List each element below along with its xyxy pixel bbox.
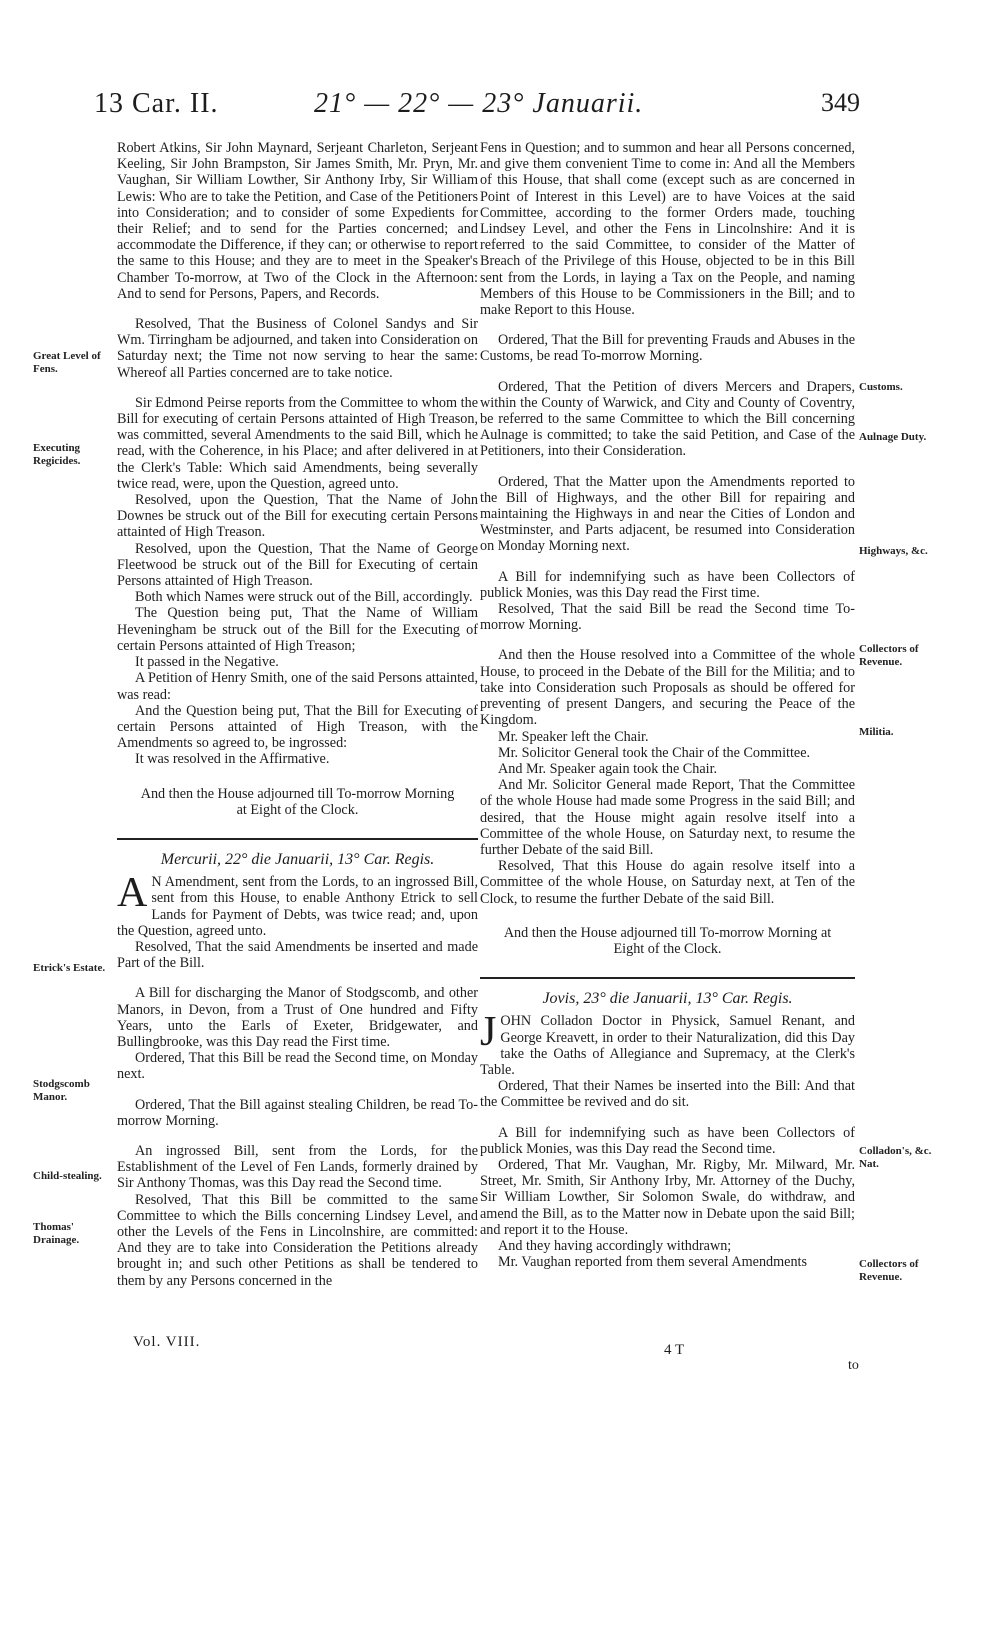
section-divider: [117, 838, 478, 840]
paragraph: Ordered, That the Matter upon the Amendments reported to the Bill of Highways, and the other Bill for repairing and maintaining the Highways in and near the Cities of London and Westminster, and Parts adjacent, be resumed into Consideration on Monday Morning next.: [480, 473, 855, 555]
paragraph: Mr. Solicitor General took the Chair of the Committee.: [498, 744, 811, 761]
paragraph: Mr. Speaker left the Chair.: [498, 728, 649, 745]
margin-note-highways: Highways, &c.: [859, 545, 928, 557]
margin-note-executing: Executing Regicides.: [33, 442, 81, 467]
catchword: to: [848, 1358, 859, 1373]
margin-note-stodgscomb: Stodgscomb Manor.: [33, 1078, 90, 1103]
paragraph: Ordered, That the Petition of divers Mercers and Drapers, within the County of Warwick, and City and County of Coventry, be referred to the same Committee to which the Bill concerning Aulnage is committed; to take the said Petition, and Case of the Petitioners, into their Consideration.: [480, 378, 855, 460]
paragraph: A Petition of Henry Smith, one of the said Persons attainted, was read:: [117, 670, 478, 703]
paragraph: Ordered, That Mr. Vaughan, Mr. Rigby, Mr. Milward, Mr. Street, Mr. Smith, Sir Anthony Irby, Mr. Attorney of the Duchy, Sir William Lowther, Sir Solomon Swale, do withdraw, and amend the Bill, as to the Matter now in Debate upon the said Bill; and report it to the House.: [480, 1156, 855, 1238]
margin-note-etrick: Etrick's Estate.: [33, 962, 106, 974]
paragraph: Resolved, upon the Question, That the Name of George Fleetwood be struck out of the Bill for Executing of certain Persons attainted of High Treason.: [117, 540, 478, 590]
paragraph: And then the House resolved into a Committee of the whole House, to proceed in the Debate of the Bill for the Militia; and to take into Consideration such Proposals as should be offered for preventing of present Dangers, and securing the Peace of the Kingdom.: [480, 647, 855, 729]
paragraph: Mr. Vaughan reported from them several Amendments: [498, 1254, 808, 1271]
page-header: [94, 88, 860, 132]
paragraph: Ordered, That the Bill for preventing Frauds and Abuses in the Customs, be read To-morrow Morning.: [480, 332, 855, 365]
margin-note-thomas: Thomas' Drainage.: [33, 1221, 80, 1246]
regnal-year: 13 Car. II.: [94, 88, 219, 119]
paragraph: The Question being put, That the Name of William Heveningham be struck out of the Bill for the Executing of certain Persons attainted of High Treason;: [117, 605, 478, 654]
paragraph: A N Amendment, sent from the Lords, to an ingrossed Bill, sent from this House, to enable Anthony Etrick to sell Lands for Payment of Debts, was twice read; and, upon the Question, agreed unto.: [117, 870, 478, 939]
paragraph: A Bill for discharging the Manor of Stodgscomb, and other Manors, in Devon, from a Trust of One hundred and Fifty Years, unto the Earls of Exeter, Bridgewater, and Bullingbrooke, was this Day read the First time.: [117, 985, 478, 1050]
margin-note-colladon: Colladon's, &c. Nat.: [859, 1145, 932, 1170]
signature-mark: 4 T: [664, 1342, 685, 1358]
drop-cap: J: [480, 1009, 497, 1056]
page-number: 349: [821, 88, 860, 117]
paragraph: Resolved, That this House do again resolve itself into a Committee of the whole House, on Saturday next, at Ten of the Clock, to resume the further Debate of the said Bill.: [480, 858, 855, 907]
margin-note-collectors-2: Collectors of Revenue.: [859, 1258, 919, 1283]
header-dates: 21° — 22° — 23° Januarii.: [314, 88, 644, 119]
right-column: [480, 140, 855, 1270]
margin-note-collectors: Collectors of Revenue.: [859, 643, 919, 668]
drop-cap: A: [117, 870, 148, 917]
date-heading: Mercurii, 22° die Januarii, 13° Car. Regis.: [160, 850, 435, 868]
paragraph: Resolved, upon the Question, That the Name of John Downes be struck out of the Bill for executing certain Persons attainted of High Treason.: [117, 492, 478, 541]
left-column: [117, 140, 478, 1289]
margin-note-aulnage: Aulnage Duty.: [859, 431, 927, 443]
margin-note-great-level: Great Level of Fens.: [33, 350, 101, 375]
paragraph: Robert Atkins, Sir John Maynard, Serjeant Charleton, Serjeant Keeling, Sir John Brampston, Sir James Smith, Mr. Pryn, Mr. Vaughan, Sir William Lowther, Sir Anthony Irby, Sir William Lewis: Who are to take the Petition, and Case of the Petitioners into Consideration; and to consider of some Expedients for their Relief; and to send for the Parties concerned; and accommodate the Difference, if they can; or otherwise to report the same to this House; and they are to meet in the Speaker's Chamber To-morrow, at Two of the Clock in the Afternoon: And to send for Persons, Papers, and Records.: [117, 140, 478, 302]
margin-note-customs: Customs.: [859, 381, 903, 393]
paragraph: Sir Edmond Peirse reports from the Committee to whom the Bill for executing of certain Persons attainted of High Treason, was committed, several Amendments to the said Bill, which he read, with the Coherence, in his Place; and after delivered in at the Clerk's Table: Which said Amendments, being severally twice read, were, upon the Question, agreed unto.: [117, 394, 478, 492]
paragraph: And Mr. Solicitor General made Report, That the Committee of the whole House had made some Progress in the said Bill; and desired, that the House might again resolve itself into a Committee of the whole House, on Saturday next, to resume the further Debate of the said Bill.: [480, 777, 855, 858]
date-heading: Jovis, 23° die Januarii, 13° Car. Regis.: [542, 990, 793, 1008]
paragraph: Fens in Question; and to summon and hear all Persons concerned, and give them convenient Time to come in: And all the Members of this House, that shall come (except such as are concerned in Point of Interest in this Level) are to have Voices at the said Committee, according to the former Orders made, touching Lindsey Level, and other the Fens in Lincolnshire: And it is referred to the said Committee, to consider of the Matter of Breach of the Privilege of this House, objected to be in this Bill sent from the Lords, in laying a Tax on the People, and naming Members of this House to be Commissioners in the Bill; and to make Report to this House.: [480, 140, 855, 319]
paragraph: A Bill for indemnifying such as have been Collectors of publick Monies, was this Day read the Second time.: [480, 1124, 855, 1157]
margin-note-child: Child-stealing.: [33, 1170, 102, 1182]
paragraph: It was resolved in the Affirmative.: [135, 751, 330, 768]
section-divider: [480, 977, 855, 979]
paragraph: A Bill for indemnifying such as have been Collectors of publick Monies, was this Day read the First time.: [480, 568, 855, 601]
paragraph: An ingrossed Bill, sent from the Lords, for the Establishment of the Level of Fen Lands, formerly drained by Sir Anthony Thomas, was this Day read the Second time.: [117, 1142, 478, 1192]
paragraph: And Mr. Speaker again took the Chair.: [498, 760, 718, 777]
paragraph: Resolved, That the said Bill be read the Second time To-morrow Morning.: [480, 601, 855, 634]
paragraph: Resolved, That the said Amendments be inserted and made Part of the Bill.: [117, 938, 478, 972]
paragraph: Ordered, That their Names be inserted into the Bill: And that the Committee be revived and do sit.: [480, 1078, 855, 1111]
paragraph: Ordered, That this Bill be read the Second time, on Monday next.: [117, 1050, 478, 1083]
paragraph: Resolved, That this Bill be committed to the same Committee to which the Bills concerning Lindsey Level, and other the Levels of the Fens in Lincolnshire, are committed: And they are to take into Consideration the Petitions already brought in; and such other Petitions as shall be tendered to them by any Persons concerned in the: [117, 1191, 478, 1289]
paragraph: JOHN Colladon Doctor in Physick, Samuel Renant, and George Kreavett, in order to their Naturalization, did this Day take the Oaths of Allegiance and Supremacy, at the Clerk's Table.: [480, 1009, 855, 1078]
paragraph: Resolved, That the Business of Colonel Sandys and Sir Wm. Tirringham be adjourned, and taken into Consideration on Saturday next; the Time not now serving to hear the same: Whereof all Parties concerned are to take notice.: [117, 316, 478, 381]
paragraph: It passed in the Negative.: [135, 654, 279, 671]
paragraph: And they having accordingly withdrawn;: [498, 1237, 732, 1254]
volume-label: Vol. VIII.: [133, 1334, 201, 1350]
paragraph: And the Question being put, That the Bill for Executing of certain Persons attainted of High Treason, with the Amendments so agreed to, be ingrossed:: [117, 702, 478, 752]
paragraph: Both which Names were struck out of the Bill, accordingly.: [135, 589, 473, 606]
paragraph: Ordered, That the Bill against stealing Children, be read To-morrow Morning.: [117, 1096, 478, 1129]
adjournment-note: And then the House adjourned till To-morrow Morning at Eight of the Clock.: [503, 924, 832, 957]
margin-note-militia: Militia.: [859, 726, 894, 738]
adjournment-note: And then the House adjourned till To-morrow Morning at Eight of the Clock.: [140, 785, 455, 818]
